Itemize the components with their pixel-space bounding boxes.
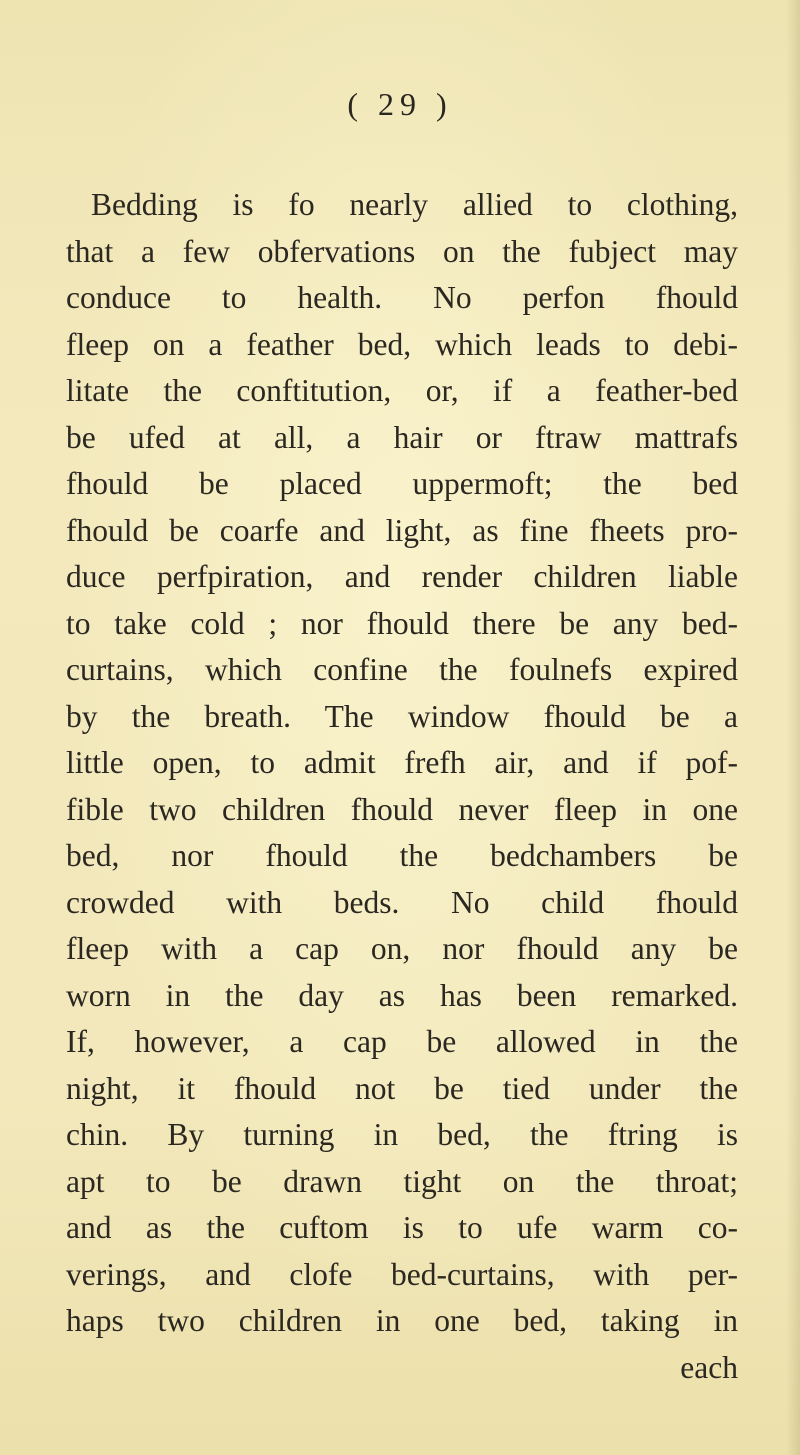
text-line: crowded with beds. No child fhould (66, 884, 738, 920)
text-line: fhould be placed uppermoft; the bed (66, 466, 738, 501)
body-text (66, 182, 738, 1391)
text-line: that a few obfervations on the fubject may (66, 233, 738, 269)
text-line: curtains, which confine the foulnefs expired (66, 652, 738, 687)
text-line: little open, to admit frefh air, and if pof- (66, 745, 738, 780)
text-line: be ufed at all, a hair or ftraw mattrafs (66, 419, 738, 455)
text-line: conduce to health. No perfon fhould (66, 280, 738, 315)
text-line: litate the conftitution, or, if a feather-bed (66, 373, 738, 408)
text-line: If, however, a cap be allowed in the (66, 1024, 738, 1059)
text-line: verings, and clofe bed-curtains, with per- (66, 1256, 738, 1292)
text-line: to take cold ; nor fhould there be any bed- (66, 605, 738, 641)
text-line: night, it fhould not be tied under the (66, 1070, 738, 1106)
page-edge-shadow (786, 0, 800, 1455)
text-line: and as the cuftom is to ufe warm co- (66, 1210, 738, 1245)
text-line: bed, nor fhould the bedchambers be (66, 838, 738, 873)
text-line: worn in the day as has been remarked. (66, 977, 738, 1013)
text-line: apt to be drawn tight on the throat; (66, 1163, 738, 1199)
text-line: by the breath. The window fhould be a (66, 698, 738, 734)
text-line: fible two children fhould never fleep in one (66, 791, 738, 827)
text-line: fleep on a feather bed, which leads to debi- (66, 326, 738, 362)
text-line: Bedding is fo nearly allied to clothing, (91, 187, 738, 222)
text-line: haps two children in one bed, taking in (66, 1303, 738, 1338)
text-line: fleep with a cap on, nor fhould any be (66, 931, 738, 966)
text-line: chin. By turning in bed, the ftring is (66, 1117, 738, 1152)
text-line: duce perfpiration, and render children liable (66, 559, 738, 594)
page-number: ( 29 ) (347, 86, 453, 122)
text-line: fhould be coarfe and light, as fine fheets pro- (66, 512, 738, 548)
catchword: each (680, 1349, 738, 1385)
